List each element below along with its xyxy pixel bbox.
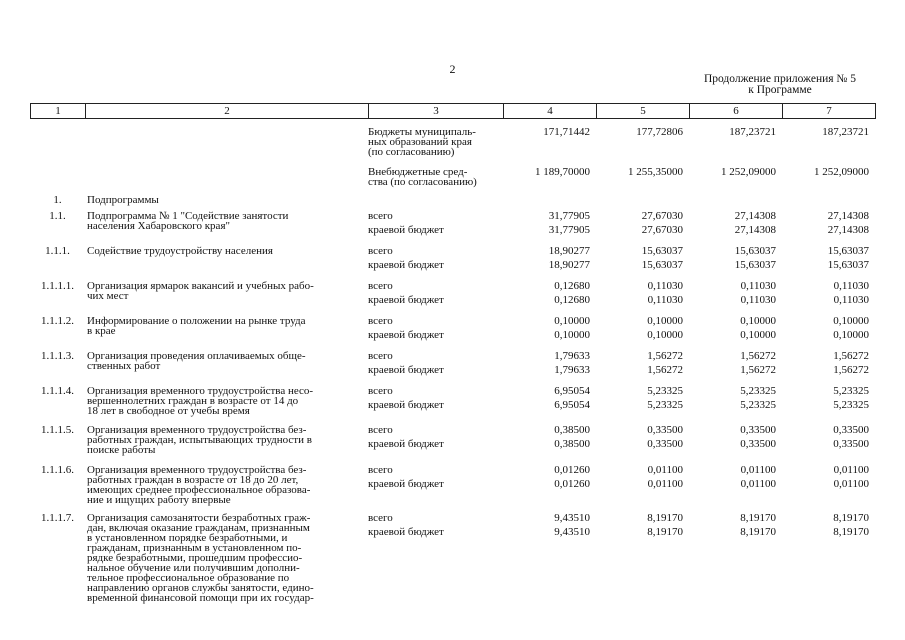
value-col-4: 0,12680 0,12680 xyxy=(554,280,590,306)
value-col-6: 15,63037 15,63037 xyxy=(734,245,776,271)
value-col-5 xyxy=(596,192,689,208)
value-col-6: 0,01100 0,01100 xyxy=(740,464,776,490)
row-name: Организация временного трудоустройства без- работных граждан, испытывающих трудности в поиске работы xyxy=(87,424,312,456)
column-header-row xyxy=(31,104,876,119)
value-col-7: 8,19170 8,19170 xyxy=(833,512,869,538)
value-col-5: 15,63037 15,63037 xyxy=(641,245,683,271)
table-row xyxy=(30,383,875,422)
value-col-6: 27,14308 27,14308 xyxy=(734,210,776,236)
value-col-4: 6,95054 6,95054 xyxy=(554,385,590,411)
appendix-line-2: к Программе xyxy=(748,84,812,96)
value-col-5: 1 255,35000 xyxy=(628,166,683,178)
value-col-7 xyxy=(782,192,875,208)
funding-source: всего краевой бюджет xyxy=(368,464,444,490)
table-row xyxy=(30,164,875,192)
column-header-7: 7 xyxy=(783,104,876,119)
table-row xyxy=(30,208,875,243)
funding-source: всего краевой бюджет xyxy=(368,385,444,411)
value-col-7: 0,10000 0,10000 xyxy=(833,315,869,341)
column-header-4: 4 xyxy=(504,104,597,119)
table-row xyxy=(30,422,875,462)
column-header-2: 2 xyxy=(86,104,369,119)
value-col-7: 0,33500 0,33500 xyxy=(833,424,869,450)
funding-source xyxy=(368,192,503,208)
value-col-6: 1,56272 1,56272 xyxy=(740,350,776,376)
column-header-6: 6 xyxy=(690,104,783,119)
column-header-3: 3 xyxy=(369,104,504,119)
value-col-7: 15,63037 15,63037 xyxy=(827,245,869,271)
row-number xyxy=(30,124,85,164)
funding-source: всего краевой бюджет xyxy=(368,280,444,306)
funding-source: Внебюджетные сред- ства (по согласованию) xyxy=(368,166,477,188)
table-row xyxy=(30,462,875,510)
row-name: Организация временного трудоустройства без- работных граждан в возрасте от 18 до 20 лет, имеющих среднее профессиональное образова- ние и ищущих работу впервые xyxy=(87,464,311,506)
value-col-6: 1 252,09000 xyxy=(721,166,776,178)
row-name: Организация ярмарок вакансий и учебных рабо- чих мест xyxy=(87,280,314,302)
financing-table xyxy=(30,124,875,610)
value-col-5: 0,33500 0,33500 xyxy=(647,424,683,450)
value-col-5: 177,72806 xyxy=(636,126,683,138)
value-col-6: 0,11030 0,11030 xyxy=(740,280,776,306)
table-row xyxy=(30,510,875,610)
value-col-5: 5,23325 5,23325 xyxy=(647,385,683,411)
table-row xyxy=(30,243,875,278)
value-col-5: 27,67030 27,67030 xyxy=(641,210,683,236)
value-col-7: 187,23721 xyxy=(822,126,869,138)
column-header-table xyxy=(30,103,876,119)
value-col-4: 171,71442 xyxy=(543,126,590,138)
table-row xyxy=(30,192,875,208)
funding-source: всего краевой бюджет xyxy=(368,512,444,538)
row-name: Организация самозанятости безработных граж- дан, включая оказание гражданам, признанным в установленном порядке безработными, и гражданам, признанным в установленном по- рядке безработными, прошедшим профессио- нальное обучение или получившим дополни- тельное профессиональное образование по направлению органов службы занятости, едино- временной финансовой помощи при их государ- xyxy=(87,512,314,604)
row-name xyxy=(85,124,368,164)
row-name: Информирование о положении на рынке труда в крае xyxy=(87,315,306,337)
row-number: 1.1.1.2. xyxy=(41,315,74,327)
row-number: 1.1.1.3. xyxy=(41,350,74,362)
appendix-line-1: Продолжение приложения № 5 xyxy=(703,73,857,85)
funding-source: всего краевой бюджет xyxy=(368,315,444,341)
row-name: Организация проведения оплачиваемых обще- ственных работ xyxy=(87,350,306,372)
row-name: Подпрограммы xyxy=(87,194,159,206)
row-number: 1.1.1.1. xyxy=(41,280,74,292)
row-name: Подпрограмма № 1 "Содействие занятости населения Хабаровского края" xyxy=(87,210,289,232)
table-row xyxy=(30,278,875,313)
page-number: 2 xyxy=(449,62,456,76)
appendix-caption xyxy=(640,74,905,96)
row-number: 1.1.1.6. xyxy=(41,464,74,476)
value-col-7: 1 252,09000 xyxy=(814,166,869,178)
table-row xyxy=(30,348,875,383)
row-number xyxy=(30,164,85,192)
value-col-6 xyxy=(689,192,782,208)
value-col-5: 0,11030 0,11030 xyxy=(647,280,683,306)
value-col-4: 1 189,70000 xyxy=(535,166,590,178)
value-col-7: 0,11030 0,11030 xyxy=(833,280,869,306)
value-col-6: 5,23325 5,23325 xyxy=(740,385,776,411)
value-col-6: 0,10000 0,10000 xyxy=(740,315,776,341)
column-header-1: 1 xyxy=(31,104,86,119)
value-col-5: 8,19170 8,19170 xyxy=(647,512,683,538)
row-number: 1.1.1. xyxy=(45,245,70,257)
row-number: 1.1.1.5. xyxy=(41,424,74,436)
value-col-7: 5,23325 5,23325 xyxy=(833,385,869,411)
funding-source: Бюджеты муниципаль- ных образований края (по согласованию) xyxy=(368,126,476,158)
row-name: Содействие трудоустройству населения xyxy=(87,245,273,257)
value-col-5: 0,10000 0,10000 xyxy=(647,315,683,341)
column-header-5: 5 xyxy=(597,104,690,119)
value-col-4: 0,01260 0,01260 xyxy=(554,464,590,490)
row-number: 1. xyxy=(53,194,62,206)
row-number: 1.1.1.4. xyxy=(41,385,74,397)
value-col-6: 0,33500 0,33500 xyxy=(740,424,776,450)
funding-source: всего краевой бюджет xyxy=(368,210,444,236)
value-col-4: 18,90277 18,90277 xyxy=(548,245,590,271)
value-col-7: 27,14308 27,14308 xyxy=(827,210,869,236)
funding-source: всего краевой бюджет xyxy=(368,245,444,271)
row-name xyxy=(85,164,368,192)
value-col-7: 0,01100 0,01100 xyxy=(833,464,869,490)
value-col-4: 31,77905 31,77905 xyxy=(548,210,590,236)
table-row xyxy=(30,313,875,348)
row-number: 1.1. xyxy=(49,210,66,222)
value-col-4: 0,38500 0,38500 xyxy=(554,424,590,450)
value-col-4: 9,43510 9,43510 xyxy=(554,512,590,538)
value-col-4 xyxy=(503,192,596,208)
value-col-4: 1,79633 1,79633 xyxy=(554,350,590,376)
row-number: 1.1.1.7. xyxy=(41,512,74,524)
row-name: Организация временного трудоустройства несо- вершеннолетних граждан в возрасте от 14 до 18 лет в свободное от учебы время xyxy=(87,385,314,417)
value-col-6: 187,23721 xyxy=(729,126,776,138)
value-col-6: 8,19170 8,19170 xyxy=(740,512,776,538)
value-col-5: 0,01100 0,01100 xyxy=(647,464,683,490)
funding-source: всего краевой бюджет xyxy=(368,424,444,450)
value-col-5: 1,56272 1,56272 xyxy=(647,350,683,376)
funding-source: всего краевой бюджет xyxy=(368,350,444,376)
value-col-4: 0,10000 0,10000 xyxy=(554,315,590,341)
value-col-7: 1,56272 1,56272 xyxy=(833,350,869,376)
table-row xyxy=(30,124,875,164)
